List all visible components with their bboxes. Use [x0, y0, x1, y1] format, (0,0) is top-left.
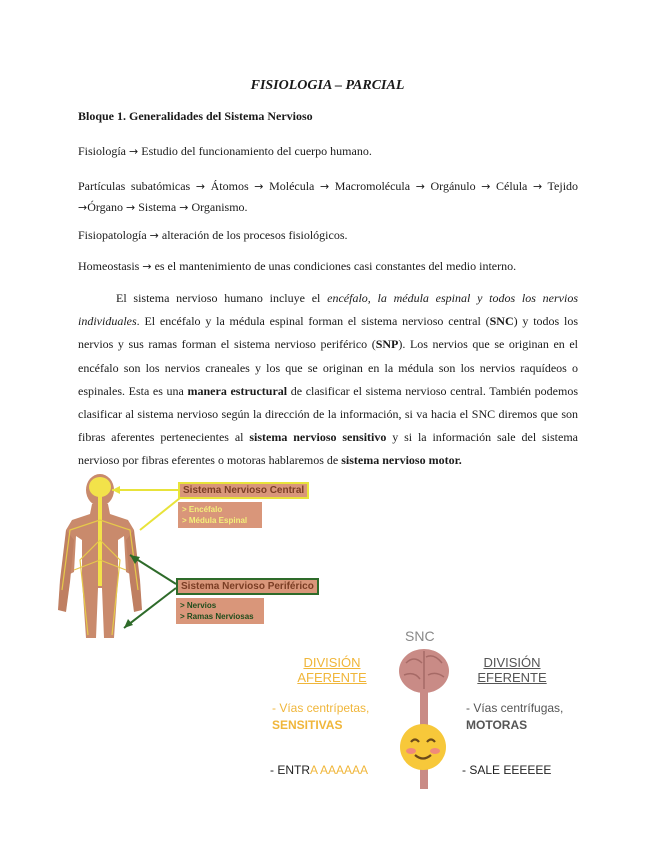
efferent-description: - Vías centrífugas, MOTORAS: [466, 701, 564, 732]
arrow-icon: →: [149, 229, 159, 242]
arrow-icon: →: [319, 180, 330, 193]
efferent-exit-text: - SALE EEEEEE: [462, 763, 552, 777]
arrow-icon: →: [126, 201, 136, 214]
term: Fisiología: [78, 144, 127, 158]
efferent-title: DIVISIÓN EFERENTE: [477, 655, 547, 685]
afferent-enter-text: - ENTRA AAAAAA: [270, 763, 369, 777]
body-paragraph: El sistema nervioso humano incluye el encéfalo, la médula espinal y todos los nervios individuales. El encéfalo y la médula espinal forman el sistema nervioso central (SNC) y todos los nervios y sus ramas forman el sistema nervioso periférico (SNP). Los nervios que se originan en el encéfalo son los nervios craneales y los que se originan en la médula son los nervios raquídeos o espinales. Esta es una manera estructural de clasificar el sistema nervioso central. También podemos clasificar al sistema nervioso según la dirección de la información, si va hacia el SNC diremos que son fibras aferentes pertenecientes al sistema nervioso sensitivo y si la información sale del sistema nervioso por fibras eferentes o motoras hablaremos de sistema nervioso motor.: [78, 291, 579, 468]
central-nervous-system-label: Sistema Nervioso Central > Encéfalo > Médula Espinal: [178, 482, 309, 528]
smiling-face-icon: [398, 722, 448, 772]
afferent-title: DIVISIÓN AFERENTE: [297, 655, 367, 685]
nervous-system-figure: [0, 470, 340, 640]
snc-label: SNC: [405, 628, 435, 644]
definition-fisiologia: [78, 144, 372, 159]
arrow-icon: →: [481, 180, 491, 193]
definition-text: Estudio del funcionamiento del cuerpo humano.: [141, 144, 372, 158]
arrow-icon: →: [179, 201, 189, 214]
arrow-icon: →: [195, 180, 206, 193]
arrow-icon: →: [129, 145, 139, 158]
arrow-icon: →: [78, 201, 88, 214]
afferent-description: - Vías centrípetas, SENSITIVAS: [272, 701, 370, 732]
arrow-icon: →: [142, 260, 152, 273]
arrow-icon: →: [254, 180, 264, 193]
arrow-icon: →: [532, 180, 543, 193]
block-heading: Bloque 1. Generalidades del Sistema Nervioso: [78, 109, 313, 123]
document-title: FISIOLOGIA – PARCIAL: [250, 78, 405, 93]
organization-chain: Partículas subatómicas → Átomos → Molécula → Macromolécula → Orgánulo → Célula → Tejido →Órgano → Sistema → Organismo.: [78, 179, 579, 214]
peripheral-nervous-system-label: Sistema Nervioso Periférico > Nervios > Ramas Nerviosas: [176, 578, 319, 624]
definition-homeostasis: Homeostasis → es el mantenimiento de unas condiciones casi constantes del medio interno.: [78, 259, 517, 273]
arrow-icon: →: [415, 180, 425, 193]
definition-fisiopatologia: Fisiopatología → alteración de los procesos fisiológicos.: [78, 228, 348, 242]
